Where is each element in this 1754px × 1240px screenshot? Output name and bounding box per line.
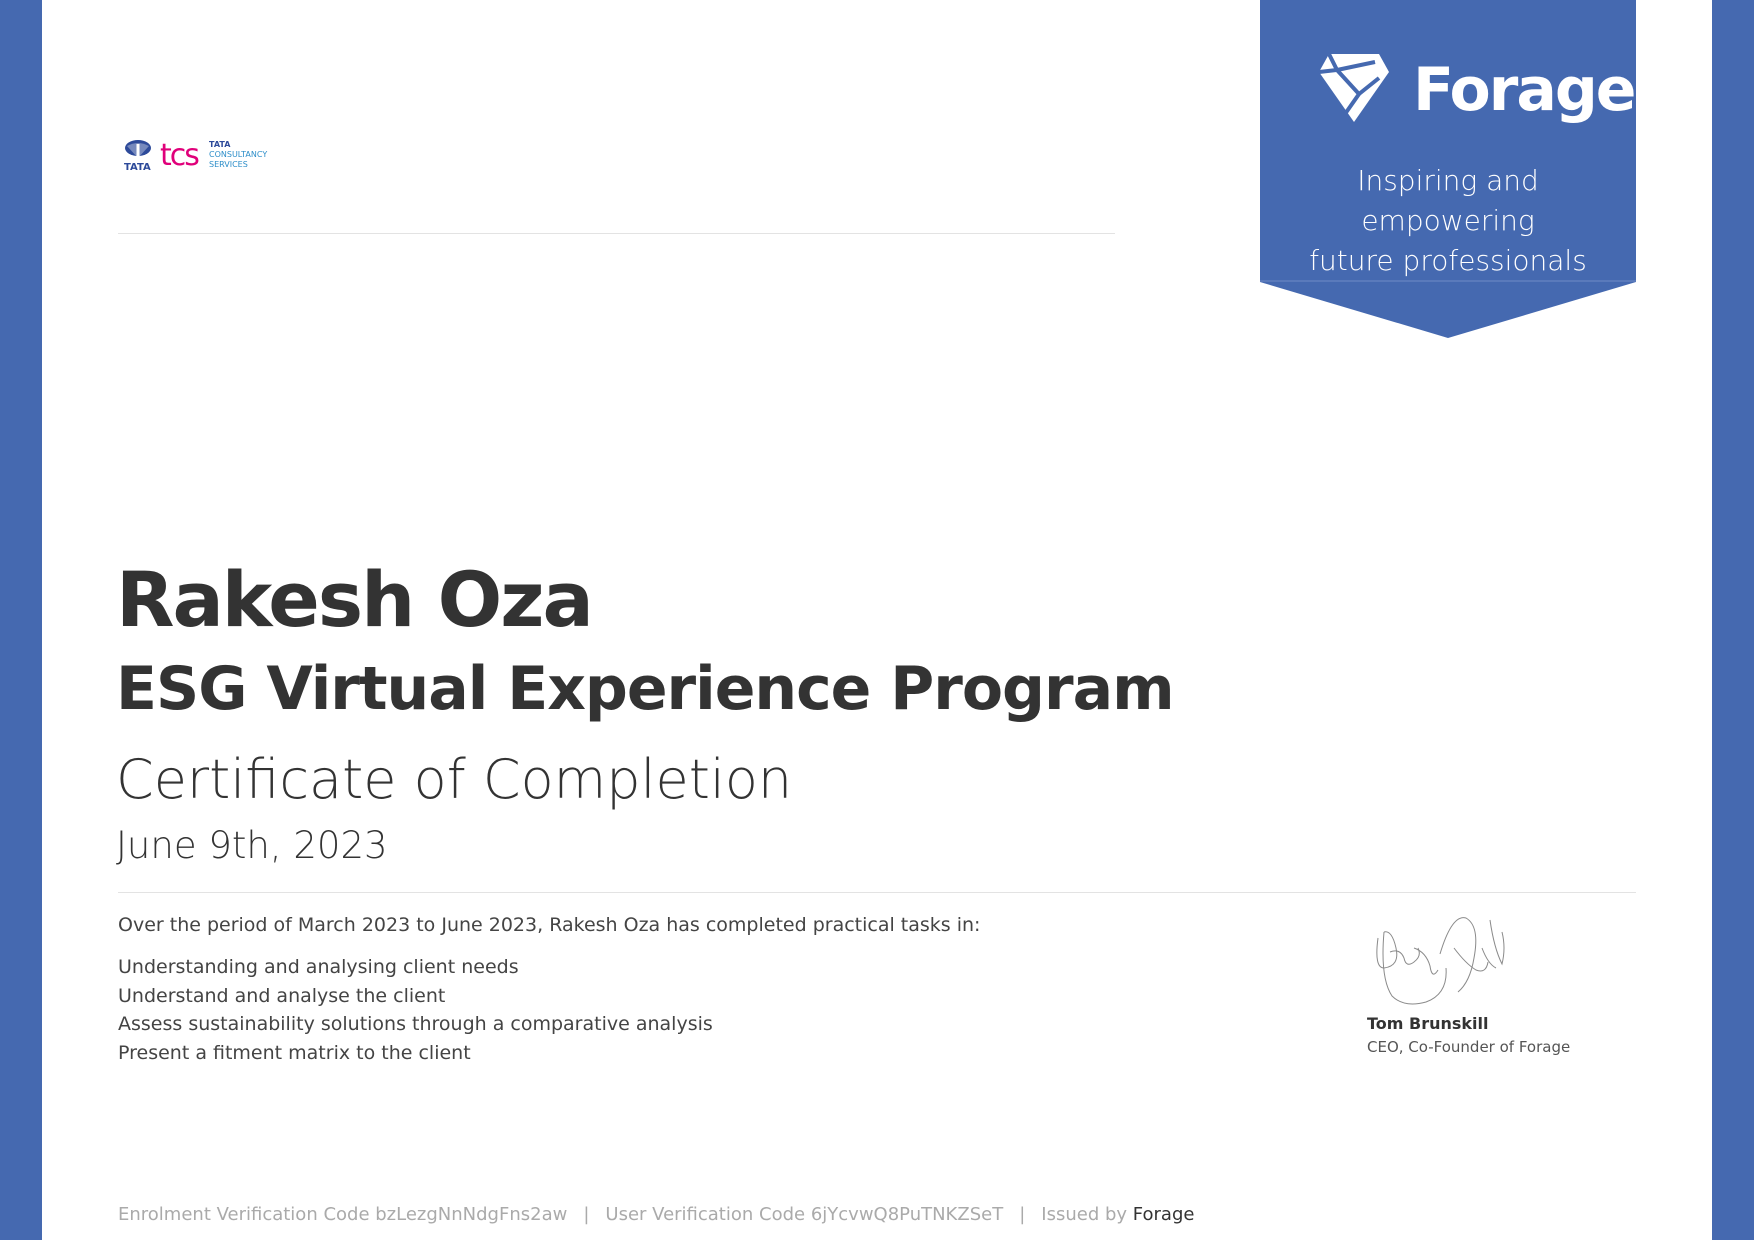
left-border-bar (0, 0, 42, 1240)
forage-tagline (1260, 161, 1636, 281)
tagline-line-2: empowering (1361, 204, 1535, 237)
certificate-title: Certificate of Completion (116, 748, 793, 811)
tata-mark-text: TATA (124, 162, 151, 173)
task-list (118, 953, 713, 1067)
footer-separator: | (583, 1204, 590, 1225)
footer-separator: | (1019, 1204, 1026, 1225)
issued-by-label: Issued by (1041, 1204, 1128, 1225)
signatory-title: CEO, Co-Founder of Forage (1367, 1038, 1571, 1056)
certificate-date: June 9th, 2023 (116, 824, 388, 867)
tata-tcs-logo (122, 138, 272, 174)
task-item: Assess sustainability solutions through a comparative analysis (118, 1013, 713, 1035)
program-name: ESG Virtual Experience Program (116, 654, 1174, 724)
tata-emblem-icon (125, 140, 151, 158)
signature-image (1370, 908, 1510, 1014)
tagline-line-3: future professionals (1309, 244, 1587, 277)
tcs-wordmark: tcs (160, 138, 198, 173)
verification-footer (118, 1202, 1194, 1228)
issuer-link[interactable]: Forage (1132, 1204, 1195, 1225)
signatory-name: Tom Brunskill (1367, 1014, 1489, 1033)
completion-summary: Over the period of March 2023 to June 2023, Rakesh Oza has completed practical tasks in: (118, 914, 981, 936)
enrolment-verification-code: Enrolment Verification Code bzLezgNnNdgFns2aw (118, 1204, 568, 1225)
services-label: SERVICES (209, 160, 248, 169)
forage-ribbon-badge (1260, 0, 1636, 340)
forage-gem-icon (1315, 50, 1393, 124)
recipient-name: Rakesh Oza (116, 555, 592, 644)
task-item: Understand and analyse the client (118, 984, 446, 1007)
right-border-bar (1712, 0, 1754, 1240)
forage-wordmark: Forage (1413, 55, 1635, 125)
task-item: Understanding and analysing client needs (118, 956, 519, 978)
task-item: Present a fitment matrix to the client (118, 1041, 471, 1064)
body-divider (118, 892, 1636, 893)
consultancy-label: CONSULTANCY (209, 150, 268, 159)
tata-label: TATA (209, 140, 231, 149)
tagline-line-1: Inspiring and (1357, 164, 1539, 197)
user-verification-code: User Verification Code 6jYcvwQ8PuTNKZSeT (605, 1204, 1004, 1225)
header-divider (118, 233, 1115, 234)
